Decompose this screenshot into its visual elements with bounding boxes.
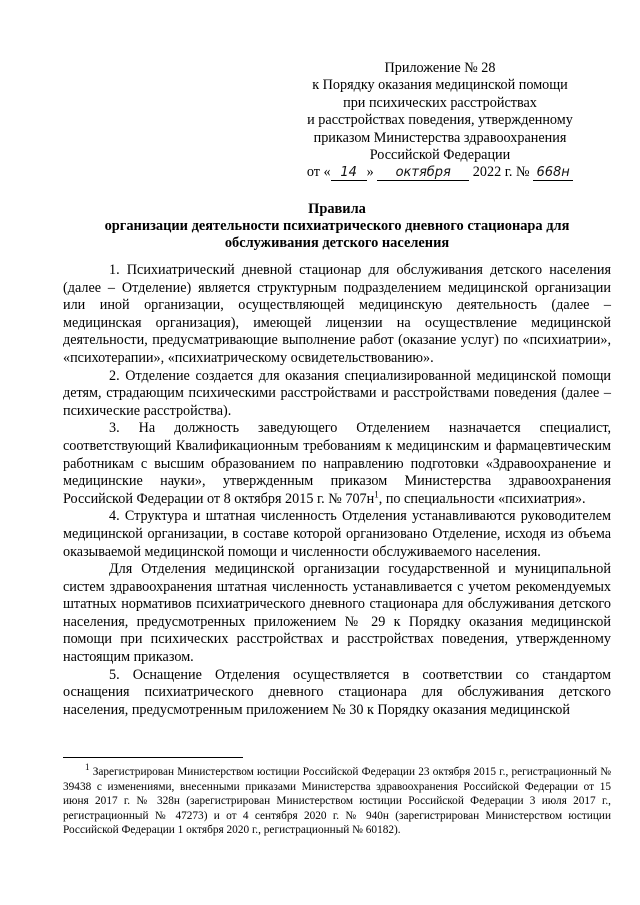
date-prefix: от « bbox=[306, 164, 331, 181]
appendix-number: Приложение № 28 bbox=[384, 60, 496, 76]
footnote bbox=[63, 762, 611, 838]
date-year: 2022 г. № bbox=[472, 164, 530, 181]
appendix-line-2: к Порядку оказания медицинской помощи bbox=[312, 77, 568, 94]
handwritten-order-number: 668н bbox=[533, 166, 573, 181]
paragraph-3 bbox=[63, 420, 611, 508]
paragraph-3-text: 3. На должность заведующего Отделением назначается специалист, соответствующий Квалификационным требованиям к медицинским и фармацевтическим работникам с высшим образованием по направлению подготовки «Здравоохранение и медицинские науки», утвержденным приказом Министерства здравоохранения Российской Федерации от 8 октября 2015 г. № 707н bbox=[63, 420, 611, 507]
title-line-1: Правила bbox=[308, 201, 366, 217]
footnote-body: Зарегистрирован Министерством юстиции Российской Федерации 23 октября 2015 г., регистрационный № 39438 с изменениями, внесенными приказами Министерства здравоохранения Российской Федерации от 15 июня 2017 г. № 328н (зарегистрирован Министерством юстиции Российской Федерации 3 июля 2017 г., регистрационный № 47273) и от 4 сентября 2020 г. № 940н (зарегистрирован Министерством юстиции Российской Федерации 1 октября 2020 г., регистрационный № 60182). bbox=[63, 766, 611, 836]
title-line-3: обслуживания детского населения bbox=[224, 235, 450, 251]
paragraph-1: 1. Психиатрический дневной стационар для обслуживания детского населения (далее – Отделение) является структурным подразделением медицинской организации или иной организации, осуществляющей медицинскую деятельность (далее – медицинская организация), имеющей лицензии на осуществление медицинской деятельности, предусматривающие выполнение работ (оказание услуг) по «психиатрии», «психотерапии», «психиатрическому освидетельствованию». bbox=[63, 262, 611, 366]
appendix-line-5: приказом Министерства здравоохранения bbox=[313, 129, 567, 146]
title-line-2: организации деятельности психиатрического дневного стационара для bbox=[104, 218, 570, 234]
approval-date-line bbox=[290, 164, 590, 181]
appendix-line-6: Российской Федерации bbox=[369, 147, 511, 164]
footnote-mark: 1 bbox=[85, 762, 90, 773]
appendix-header bbox=[290, 60, 590, 182]
paragraph-3-end: , по специальности «психиатрия». bbox=[378, 490, 586, 507]
document-title bbox=[40, 201, 634, 252]
handwritten-day: 14 bbox=[331, 166, 367, 181]
appendix-line-3: при психических расстройствах bbox=[343, 94, 537, 111]
document-body bbox=[63, 262, 611, 719]
footnote-reference[interactable]: 1 bbox=[374, 488, 379, 499]
paragraph-5: 5. Оснащение Отделения осуществляется в соответствии со стандартом оснащения психиатрического дневного стационара для обслуживания детского населения, предусмотренным приложением № 30 к Порядку оказания медицинской bbox=[63, 666, 611, 718]
footnote-divider bbox=[63, 757, 243, 758]
footnote-text bbox=[63, 762, 611, 838]
paragraph-4: 4. Структура и штатная численность Отделения устанавливаются руководителем медицинской организации, в составе которой организовано Отделение, исходя из объема оказываемой медицинской помощи и численности обслуживаемого населения. bbox=[63, 508, 611, 560]
paragraph-4-continuation: Для Отделения медицинской организации государственной и муниципальной систем здравоохранения штатная численность устанавливается с учетом рекомендуемых штатных нормативов психиатрического дневного стационара для обслуживания детского населения, предусмотренных приложением № 29 к Порядку оказания медицинской помощи при психических расстройствах и расстройствах поведения, утвержденному настоящим приказом. bbox=[63, 561, 611, 666]
date-mid: » bbox=[366, 164, 374, 181]
appendix-line-4: и расстройствах поведения, утвержденному bbox=[307, 112, 573, 129]
handwritten-month: октября bbox=[377, 166, 469, 181]
paragraph-2: 2. Отделение создается для оказания специализированной медицинской помощи детям, страдающим психическими расстройствами и расстройствами поведения (далее – психические расстройства). bbox=[63, 367, 611, 419]
